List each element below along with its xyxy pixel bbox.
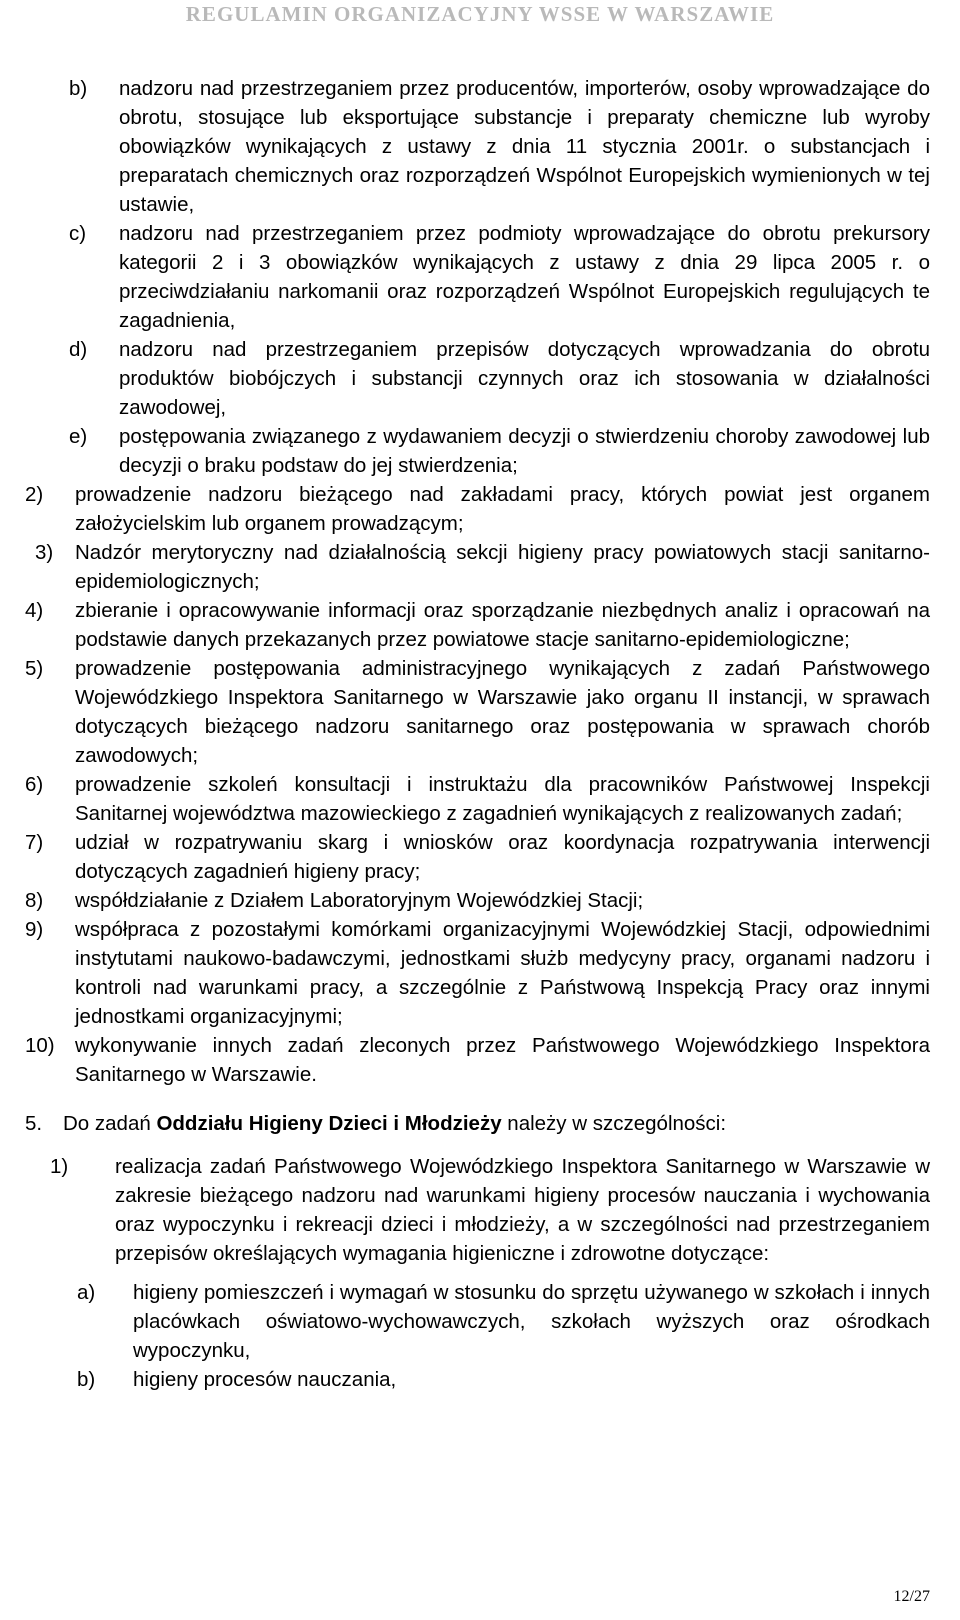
list-marker: 6)	[25, 773, 44, 796]
section-bold-name: Oddziału Higieny Dzieci i Młodzieży	[156, 1112, 502, 1135]
list-text: zbieranie i opracowywanie informacji oraz sporządzanie niezbędnych analiz i opracowań na podstawie danych przekazanych przez powiatowe stacje sanitarno-epidemiologiczne;	[75, 599, 930, 651]
section-lead: Do zadań	[63, 1112, 157, 1135]
list-marker: a)	[77, 1281, 96, 1304]
list-item	[25, 915, 930, 1031]
list-text: nadzoru nad przestrzeganiem przepisów dotyczących wprowadzania do obrotu produktów biobójczych i substancji czynnych oraz ich stosowania w działalności zawodowej,	[119, 338, 930, 419]
page-number: 12/27	[893, 1588, 930, 1605]
list-text: higieny pomieszczeń i wymagań w stosunku do sprzętu używanego w szkołach i innych placówkach oświatowo-wychowawczych, szkołach wyższych oraz ośrodkach wypoczynku,	[133, 1281, 930, 1362]
list-text: postępowania związanego z wydawaniem decyzji o stwierdzeniu choroby zawodowej lub decyzji o braku podstaw do jej stwierdzenia;	[119, 425, 930, 477]
list-text: współpraca z pozostałymi komórkami organizacyjnymi Wojewódzkiej Stacji, odpowiednimi instytutami naukowo-badawczymi, jednostkami służb medycyny pracy, organami nadzoru i kontroli nad warunkami pracy, a szczególnie z Państwową Inspekcją Pracy oraz innymi jednostkami organizacyjnymi;	[75, 918, 930, 1028]
list-item	[25, 1365, 930, 1394]
list-text: udział w rozpatrywaniu skarg i wniosków oraz koordynacja rozpatrywania interwencji dotyczących zagadnień higieny pracy;	[75, 831, 930, 883]
list-item	[25, 596, 930, 654]
list-item	[25, 74, 930, 219]
section-number: 5.	[25, 1112, 43, 1135]
list-text: prowadzenie postępowania administracyjnego wynikających z zadań Państwowego Wojewódzkiego Inspektora Sanitarnego w Warszawie jako organu II instancji, w sprawach dotyczących bieżącego nadzoru sanitarnego oraz postępowania w sprawach chorób zawodowych;	[75, 657, 930, 767]
section-tail: należy w szczególności:	[501, 1112, 727, 1135]
list-marker: 10)	[25, 1034, 55, 1057]
section-heading	[25, 1109, 930, 1138]
list-item	[25, 219, 930, 335]
list-text: prowadzenie szkoleń konsultacji i instruktażu dla pracowników Państwowej Inspekcji Sanitarnej województwa mazowieckiego z zagadnień wynikających z realizowanych zadań;	[75, 773, 930, 825]
list-marker: c)	[69, 222, 87, 245]
document-header: REGULAMIN ORGANIZACYJNY WSSE W WARSZAWIE	[185, 2, 775, 26]
list-marker: 7)	[25, 831, 44, 854]
list-marker: 4)	[25, 599, 44, 622]
list-text: Nadzór merytoryczny nad działalnością sekcji higieny pracy powiatowych stacji sanitarno-epidemiologicznych;	[75, 541, 930, 593]
list-item	[25, 480, 930, 538]
list-item	[25, 422, 930, 480]
list-marker: 2)	[25, 483, 44, 506]
list-item	[25, 1152, 930, 1268]
list-text: nadzoru nad przestrzeganiem przez producentów, importerów, osoby wprowadzające do obrotu, stosujące lub eksportujące substancje i preparaty chemiczne lub wyroby obowiązków wynikających z ustawy z dnia 11 stycznia 2001r. o substancjach i preparatach chemicznych oraz rozporządzeń Wspólnot Europejskich wymienionych w tej ustawie,	[119, 77, 930, 216]
list-item	[25, 1278, 930, 1365]
list-marker: d)	[69, 338, 88, 361]
list-text: nadzoru nad przestrzeganiem przez podmioty wprowadzające do obrotu prekursory kategorii 2 i 3 obowiązków wynikających z ustawy z dnia 29 lipca 2005 r. o przeciwdziałaniu narkomanii oraz rozporządzeń Wspólnot Europejskich regulujących te zagadnienia,	[119, 222, 930, 332]
list-marker: 3)	[35, 541, 54, 564]
section-title	[63, 1109, 726, 1138]
list-item	[25, 886, 930, 915]
list-item	[25, 335, 930, 422]
list-marker: 1)	[50, 1155, 69, 1178]
list-marker: b)	[77, 1368, 96, 1391]
list-marker: e)	[69, 425, 88, 448]
list-text: wykonywanie innych zadań zleconych przez Państwowego Wojewódzkiego Inspektora Sanitarnego w Warszawie.	[75, 1034, 930, 1086]
list-marker: 9)	[25, 918, 44, 941]
list-marker: b)	[69, 77, 88, 100]
list-item	[25, 828, 930, 886]
document-body	[25, 74, 930, 1394]
list-text: prowadzenie nadzoru bieżącego nad zakładami pracy, których powiat jest organem założycielskim lub organem prowadzącym;	[75, 483, 930, 535]
list-item	[25, 538, 930, 596]
list-text: higieny procesów nauczania,	[133, 1368, 397, 1391]
list-marker: 8)	[25, 889, 44, 912]
list-text: współdziałanie z Działem Laboratoryjnym Wojewódzkiej Stacji;	[75, 889, 644, 912]
list-item	[25, 654, 930, 770]
list-item	[25, 770, 930, 828]
list-text: realizacja zadań Państwowego Wojewódzkiego Inspektora Sanitarnego w Warszawie w zakresie bieżącego nadzoru nad warunkami higieny procesów nauczania i wychowania oraz wypoczynku i rekreacji dzieci i młodzieży, a w szczególności nad przestrzeganiem przepisów określających wymagania higieniczne i zdrowotne dotyczące:	[115, 1155, 930, 1265]
list-marker: 5)	[25, 657, 44, 680]
list-item	[25, 1031, 930, 1089]
